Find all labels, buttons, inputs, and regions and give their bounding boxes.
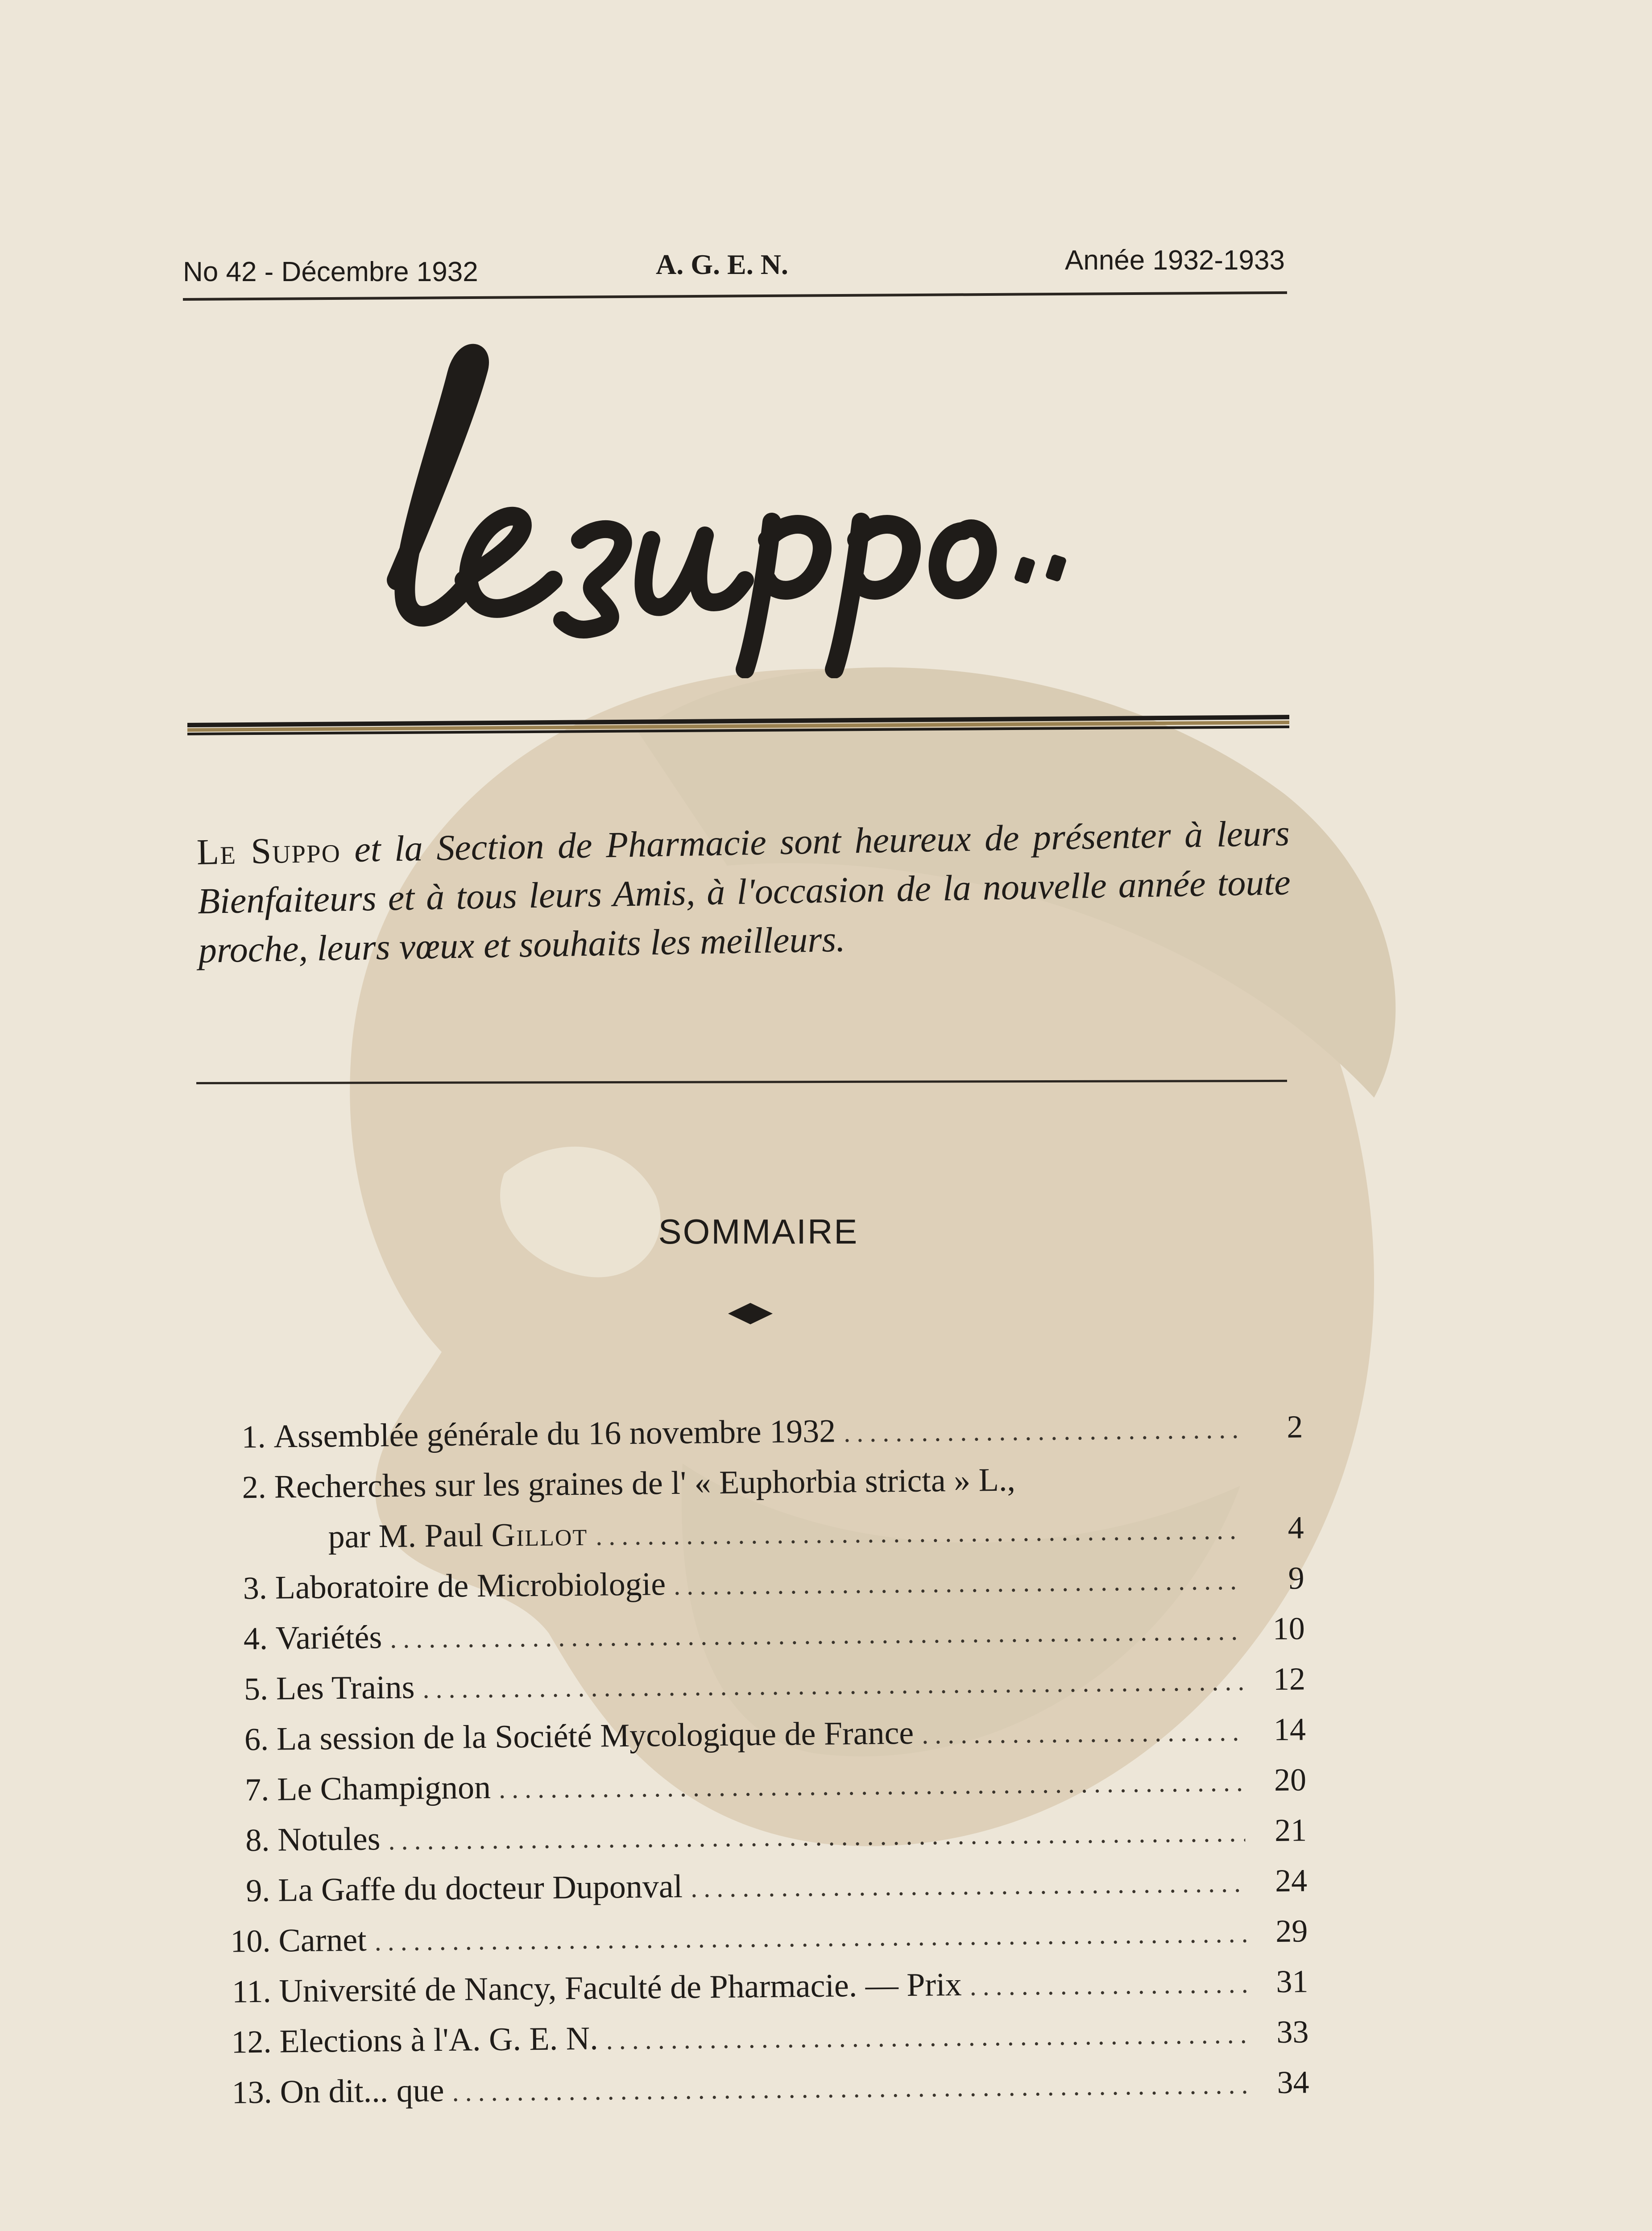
toc-entry: 1. Assemblée générale du 16 novembre 1932 ..... 2 bbox=[205, 1402, 1303, 1463]
issue-header bbox=[183, 245, 1285, 294]
toc-entry: 12. Elections à l'A. G. E. N. ..... 33 bbox=[211, 2007, 1309, 2068]
logo-stroke-o bbox=[938, 528, 988, 590]
logo-stroke-s bbox=[562, 529, 623, 630]
toc-entry: 11. Université de Nancy, Faculté de Pharmacie. — Prix ..... 31 bbox=[211, 1956, 1308, 2017]
greeting-paragraph bbox=[196, 809, 1292, 975]
logo-stroke-e bbox=[464, 516, 553, 609]
toc-entry: par M. Paul Gillot ..... 4 bbox=[206, 1502, 1304, 1563]
toc-entry: 4. Variétés ..... 10 bbox=[207, 1603, 1305, 1664]
table-of-contents bbox=[205, 1402, 1309, 2118]
author-name-small-caps: Gillot bbox=[491, 1516, 588, 1554]
greeting-text: et la Section de Pharmacie sont heureux de présenter à leurs Bienfaiteurs et à tous leurs Amis, à l'occasion de la nouvelle année toute proche, leurs vœux et souhaits les meilleurs. bbox=[197, 813, 1291, 970]
logo-dot-2 bbox=[1045, 554, 1067, 582]
diamond-ornament-icon bbox=[728, 1303, 773, 1324]
toc-entry: 9. La Gaffe du docteur Duponval ..... 24 bbox=[210, 1855, 1308, 1916]
association-name: A. G. E. N. bbox=[656, 249, 788, 280]
logo-stroke-p2 bbox=[834, 522, 911, 669]
toc-entry: 3. Laboratoire de Microbiologie ..... 9 bbox=[207, 1553, 1304, 1614]
toc-entry: 5. Les Trains ..... 12 bbox=[207, 1654, 1305, 1715]
toc-entry: 10. Carnet ..... 29 bbox=[210, 1906, 1308, 1967]
masthead-logo bbox=[330, 330, 1133, 678]
logo-stroke-u bbox=[644, 535, 745, 607]
toc-entry: 2. Recherches sur les graines de l' « Euphorbia stricta » L., bbox=[242, 1461, 1016, 1505]
toc-entry: 8. Notules ..... 21 bbox=[209, 1805, 1307, 1866]
masthead-double-rule bbox=[187, 709, 1289, 736]
journal-name-small-caps: Le Suppo bbox=[196, 829, 341, 872]
logo-stroke-p1 bbox=[745, 522, 822, 669]
academic-year: Année 1932-1933 bbox=[1064, 245, 1285, 276]
issue-number: No 42 - Décembre 1932 bbox=[183, 257, 478, 287]
toc-entry: 7. Le Champignon ..... 20 bbox=[209, 1754, 1307, 1816]
logo-dot-1 bbox=[1014, 556, 1036, 585]
sommaire-heading: SOMMAIRE bbox=[658, 1212, 859, 1251]
toc-entry: 6. La session de la Société Mycologique de France ..... 14 bbox=[208, 1704, 1306, 1765]
toc-entry: 13. On dit... que ..... 34 bbox=[211, 2057, 1309, 2118]
